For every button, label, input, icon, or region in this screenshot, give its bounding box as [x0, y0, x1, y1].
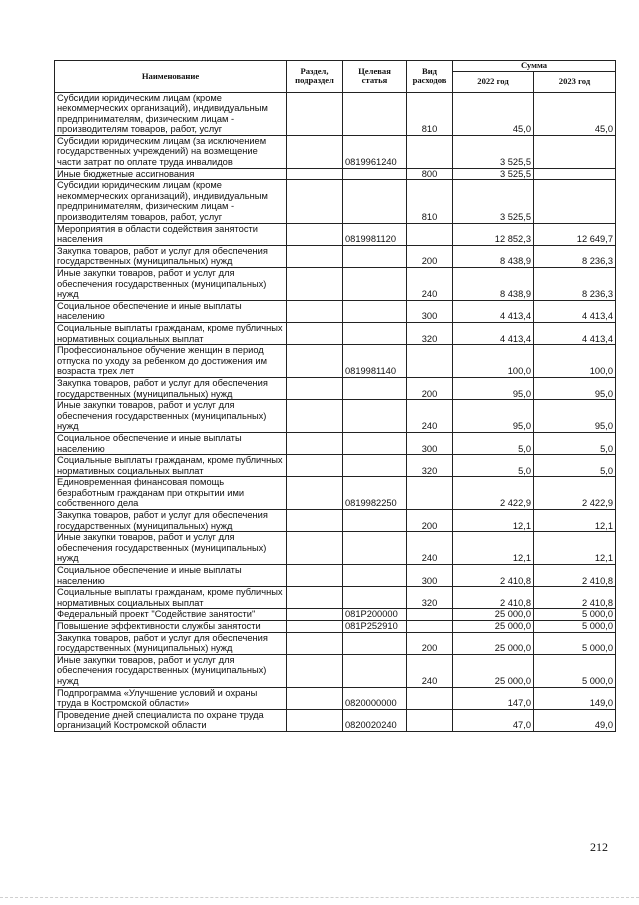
- table-row: [55, 92, 616, 135]
- header-year-2022: 2022 год: [453, 71, 534, 92]
- row-sum-2022: 2 410,8: [453, 587, 534, 609]
- row-target-code: [343, 587, 407, 609]
- row-sum-2022: 2 410,8: [453, 565, 534, 587]
- row-sum-2023: 12,1: [534, 532, 616, 565]
- row-section: [287, 455, 343, 477]
- row-section: [287, 322, 343, 344]
- row-expense-type: 240: [407, 268, 453, 301]
- row-sum-2023: 95,0: [534, 377, 616, 399]
- row-target-code: [343, 532, 407, 565]
- table-body: [55, 92, 616, 731]
- row-name: Иные закупки товаров, работ и услуг для обеспечения государственных (муниципальных) нужд: [55, 400, 287, 433]
- row-sum-2022: 25 000,0: [453, 609, 534, 621]
- header-name: Наименование: [55, 61, 287, 93]
- row-sum-2023: 8 236,3: [534, 268, 616, 301]
- table-row: [55, 322, 616, 344]
- row-target-code: [343, 455, 407, 477]
- row-target-code: 0819981140: [343, 345, 407, 378]
- row-name: Социальные выплаты гражданам, кроме публичных нормативных социальных выплат: [55, 322, 287, 344]
- table-row: [55, 532, 616, 565]
- row-sum-2022: 3 525,5: [453, 180, 534, 223]
- row-expense-type: 810: [407, 92, 453, 135]
- header-year-2023: 2023 год: [534, 71, 616, 92]
- row-target-code: [343, 322, 407, 344]
- budget-table: [54, 60, 616, 732]
- row-section: [287, 621, 343, 633]
- row-sum-2022: 25 000,0: [453, 621, 534, 633]
- row-expense-type: 300: [407, 565, 453, 587]
- table-row: [55, 687, 616, 709]
- table-row: [55, 632, 616, 654]
- row-target-code: [343, 400, 407, 433]
- row-sum-2022: 25 000,0: [453, 654, 534, 687]
- row-target-code: 081P200000: [343, 609, 407, 621]
- row-section: [287, 135, 343, 168]
- row-section: [287, 477, 343, 510]
- row-section: [287, 432, 343, 454]
- table-row: [55, 180, 616, 223]
- row-name: Закупка товаров, работ и услуг для обеспечения государственных (муниципальных) нужд: [55, 632, 287, 654]
- row-sum-2023: 49,0: [534, 709, 616, 731]
- row-name: Социальное обеспечение и иные выплаты населению: [55, 300, 287, 322]
- row-name: Субсидии юридическим лицам (кроме некоммерческих организаций), индивидуальным предпринимателям, физическим лицам - производителям товаров, работ, услуг: [55, 92, 287, 135]
- row-name: Мероприятия в области содействия занятости населения: [55, 223, 287, 245]
- table-row: [55, 345, 616, 378]
- table-row: [55, 510, 616, 532]
- row-name: Закупка товаров, работ и услуг для обеспечения государственных (муниципальных) нужд: [55, 377, 287, 399]
- row-section: [287, 245, 343, 267]
- row-section: [287, 709, 343, 731]
- row-sum-2022: 5,0: [453, 455, 534, 477]
- row-target-code: 0819982250: [343, 477, 407, 510]
- row-sum-2023: 4 413,4: [534, 300, 616, 322]
- row-sum-2023: 95,0: [534, 400, 616, 433]
- row-expense-type: [407, 621, 453, 633]
- row-sum-2023: 5 000,0: [534, 609, 616, 621]
- scan-edge-line: [0, 897, 639, 898]
- row-sum-2022: 8 438,9: [453, 245, 534, 267]
- row-target-code: [343, 432, 407, 454]
- row-name: Социальное обеспечение и иные выплаты населению: [55, 565, 287, 587]
- row-name: Иные закупки товаров, работ и услуг для обеспечения государственных (муниципальных) нужд: [55, 654, 287, 687]
- row-sum-2022: 100,0: [453, 345, 534, 378]
- row-name: Социальные выплаты гражданам, кроме публичных нормативных социальных выплат: [55, 455, 287, 477]
- row-section: [287, 268, 343, 301]
- row-expense-type: [407, 135, 453, 168]
- row-target-code: [343, 245, 407, 267]
- row-expense-type: 240: [407, 654, 453, 687]
- row-sum-2022: 95,0: [453, 400, 534, 433]
- row-name: Субсидии юридическим лицам (кроме некоммерческих организаций), индивидуальным предпринимателям, физическим лицам - производителям товаров, работ, услуг: [55, 180, 287, 223]
- row-section: [287, 92, 343, 135]
- row-section: [287, 687, 343, 709]
- row-expense-type: [407, 709, 453, 731]
- row-target-code: [343, 510, 407, 532]
- row-expense-type: 200: [407, 632, 453, 654]
- row-sum-2023: 5,0: [534, 432, 616, 454]
- row-expense-type: [407, 609, 453, 621]
- row-sum-2022: 4 413,4: [453, 322, 534, 344]
- table-row: [55, 621, 616, 633]
- row-expense-type: 800: [407, 168, 453, 180]
- row-expense-type: 320: [407, 322, 453, 344]
- table-row: [55, 377, 616, 399]
- row-name: Повышение эффективности службы занятости: [55, 621, 287, 633]
- row-section: [287, 180, 343, 223]
- row-name: Иные бюджетные ассигнования: [55, 168, 287, 180]
- row-name: Подпрограмма «Улучшение условий и охраны труда в Костромской области»: [55, 687, 287, 709]
- row-sum-2022: 47,0: [453, 709, 534, 731]
- row-sum-2023: 5 000,0: [534, 654, 616, 687]
- table-row: [55, 168, 616, 180]
- table-row: [55, 709, 616, 731]
- row-section: [287, 654, 343, 687]
- table-row: [55, 477, 616, 510]
- row-sum-2022: 8 438,9: [453, 268, 534, 301]
- row-sum-2022: 147,0: [453, 687, 534, 709]
- row-target-code: 0819961240: [343, 135, 407, 168]
- row-expense-type: [407, 477, 453, 510]
- row-sum-2022: 4 413,4: [453, 300, 534, 322]
- row-section: [287, 565, 343, 587]
- table-row: [55, 223, 616, 245]
- row-section: [287, 609, 343, 621]
- table-row: [55, 400, 616, 433]
- row-sum-2022: 95,0: [453, 377, 534, 399]
- table-row: [55, 609, 616, 621]
- row-sum-2023: 149,0: [534, 687, 616, 709]
- row-expense-type: 240: [407, 532, 453, 565]
- row-sum-2022: 12,1: [453, 510, 534, 532]
- row-name: Закупка товаров, работ и услуг для обеспечения государственных (муниципальных) нужд: [55, 510, 287, 532]
- row-target-code: 0820020240: [343, 709, 407, 731]
- row-sum-2022: 12 852,3: [453, 223, 534, 245]
- table-row: [55, 455, 616, 477]
- row-sum-2023: 2 422,9: [534, 477, 616, 510]
- row-expense-type: [407, 223, 453, 245]
- row-target-code: [343, 654, 407, 687]
- row-name: Проведение дней специалиста по охране труда организаций Костромской области: [55, 709, 287, 731]
- table-row: [55, 268, 616, 301]
- row-target-code: 0820000000: [343, 687, 407, 709]
- row-sum-2023: 5 000,0: [534, 621, 616, 633]
- row-section: [287, 223, 343, 245]
- row-section: [287, 400, 343, 433]
- header-type: Вид расходов: [407, 61, 453, 93]
- row-sum-2023: 100,0: [534, 345, 616, 378]
- row-target-code: [343, 377, 407, 399]
- row-sum-2022: 45,0: [453, 92, 534, 135]
- row-target-code: [343, 180, 407, 223]
- table-header: [55, 61, 616, 93]
- row-name: Федеральный проект "Содействие занятости": [55, 609, 287, 621]
- row-expense-type: 320: [407, 455, 453, 477]
- row-target-code: 081P252910: [343, 621, 407, 633]
- row-sum-2022: 3 525,5: [453, 135, 534, 168]
- row-section: [287, 510, 343, 532]
- row-section: [287, 345, 343, 378]
- row-sum-2022: 25 000,0: [453, 632, 534, 654]
- row-name: Субсидии юридическим лицам (за исключением государственных учреждений) на возмещение части затрат по оплате труда инвалидов: [55, 135, 287, 168]
- row-expense-type: 200: [407, 377, 453, 399]
- row-expense-type: [407, 345, 453, 378]
- row-sum-2023: 5 000,0: [534, 632, 616, 654]
- row-name: Единовременная финансовая помощь безработным гражданам при открытии ими собственного дела: [55, 477, 287, 510]
- row-sum-2023: [534, 135, 616, 168]
- budget-sheet: [54, 60, 615, 732]
- table-row: [55, 654, 616, 687]
- row-sum-2023: 12,1: [534, 510, 616, 532]
- header-section: Раздел, подраздел: [287, 61, 343, 93]
- table-row: [55, 565, 616, 587]
- row-target-code: [343, 300, 407, 322]
- row-target-code: [343, 268, 407, 301]
- row-name: Иные закупки товаров, работ и услуг для обеспечения государственных (муниципальных) нужд: [55, 532, 287, 565]
- row-name: Социальные выплаты гражданам, кроме публичных нормативных социальных выплат: [55, 587, 287, 609]
- row-expense-type: 300: [407, 300, 453, 322]
- row-expense-type: 240: [407, 400, 453, 433]
- row-section: [287, 300, 343, 322]
- row-sum-2022: 3 525,5: [453, 168, 534, 180]
- row-section: [287, 168, 343, 180]
- table-row: [55, 587, 616, 609]
- row-sum-2023: [534, 168, 616, 180]
- row-sum-2023: [534, 180, 616, 223]
- row-name: Закупка товаров, работ и услуг для обеспечения государственных (муниципальных) нужд: [55, 245, 287, 267]
- row-expense-type: 320: [407, 587, 453, 609]
- row-target-code: [343, 168, 407, 180]
- row-expense-type: 200: [407, 245, 453, 267]
- table-row: [55, 245, 616, 267]
- table-row: [55, 432, 616, 454]
- header-sum: Сумма: [453, 61, 616, 72]
- header-target: Целевая статья: [343, 61, 407, 93]
- table-row: [55, 300, 616, 322]
- row-sum-2023: 5,0: [534, 455, 616, 477]
- row-expense-type: 810: [407, 180, 453, 223]
- row-sum-2023: 4 413,4: [534, 322, 616, 344]
- row-name: Иные закупки товаров, работ и услуг для обеспечения государственных (муниципальных) нужд: [55, 268, 287, 301]
- row-sum-2023: 45,0: [534, 92, 616, 135]
- row-section: [287, 587, 343, 609]
- row-sum-2022: 12,1: [453, 532, 534, 565]
- row-name: Социальное обеспечение и иные выплаты населению: [55, 432, 287, 454]
- table-row: [55, 135, 616, 168]
- row-expense-type: 200: [407, 510, 453, 532]
- row-section: [287, 632, 343, 654]
- row-target-code: [343, 92, 407, 135]
- row-sum-2023: 12 649,7: [534, 223, 616, 245]
- row-section: [287, 377, 343, 399]
- row-sum-2022: 2 422,9: [453, 477, 534, 510]
- row-sum-2022: 5,0: [453, 432, 534, 454]
- row-expense-type: 300: [407, 432, 453, 454]
- row-target-code: [343, 565, 407, 587]
- row-target-code: [343, 632, 407, 654]
- row-sum-2023: 2 410,8: [534, 565, 616, 587]
- page-number: 212: [590, 840, 608, 854]
- row-sum-2023: 2 410,8: [534, 587, 616, 609]
- row-sum-2023: 8 236,3: [534, 245, 616, 267]
- row-expense-type: [407, 687, 453, 709]
- row-name: Профессиональное обучение женщин в период отпуска по уходу за ребенком до достижения им возраста трех лет: [55, 345, 287, 378]
- row-section: [287, 532, 343, 565]
- row-target-code: 0819981120: [343, 223, 407, 245]
